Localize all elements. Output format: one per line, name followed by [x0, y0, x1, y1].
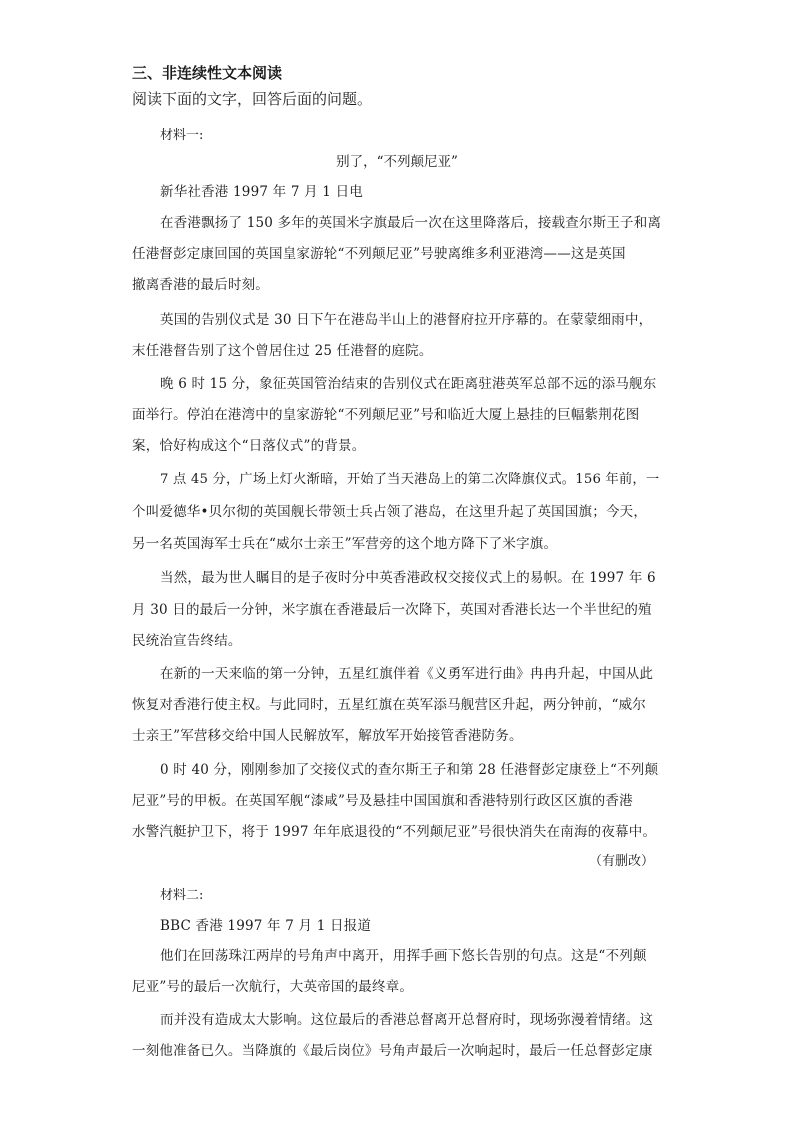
- body-line: 士亲王”军营移交给中国人民解放军，解放军开始接管香港防务。: [132, 728, 523, 744]
- instruction-text: 阅读下面的文字，回答后面的问题。: [132, 90, 373, 108]
- body-line: 案，恰好构成这个“日落仪式”的背景。: [132, 438, 366, 454]
- material1-dateline: 新华社香港 1997 年 7 月 1 日电: [160, 184, 363, 200]
- body-line: 末任港督告别了这个曾居住过 25 任港督的庭院。: [132, 343, 433, 359]
- body-line: 恢复对香港行使主权。与此同时，五星红旗在英军添马舰营区升起，两分钟前，“威尔: [132, 697, 647, 713]
- body-line: 7 点 45 分，广场上灯火渐暗，开始了当天港岛上的第二次降旗仪式。156 年前，一: [160, 472, 660, 487]
- body-line: 尼亚”号的最后一次航行，大英帝国的最终章。: [132, 979, 414, 995]
- material2-label: 材料二:: [160, 888, 204, 903]
- material2-dateline: BBC 香港 1997 年 7 月 1 日报道: [160, 918, 372, 934]
- edit-note: （有删改）: [588, 854, 654, 869]
- body-line: 在新的一天来临的第一分钟，五星红旗伴着《义勇军进行曲》冉冉升起，中国从此: [160, 666, 654, 682]
- body-line: 而并没有造成太大影响。这位最后的香港总督离开总督府时，现场弥漫着情绪。这: [160, 1012, 654, 1028]
- body-line: 尼亚”号的甲板。在英国军舰“漆咸”号及悬挂中国国旗和香港特别行政区区旗的香港: [132, 793, 633, 809]
- body-line: 个叫爱德华•贝尔彻的英国舰长带领士兵占领了港岛，在这里升起了英国国旗；今天，: [132, 504, 648, 520]
- body-line: 0 时 40 分，刚刚参加了交接仪式的查尔斯王子和第 28 任港督彭定康登上“不列颠: [160, 762, 659, 778]
- body-line: 民统治宣告终结。: [132, 633, 242, 649]
- body-line: 当然，最为世人瞩目的是子夜时分中英香港政权交接仪式上的易帜。在 1997 年 6: [160, 570, 656, 586]
- body-line: 英国的告别仪式是 30 日下午在港岛半山上的港督府拉开序幕的。在蒙蒙细雨中，: [160, 312, 653, 328]
- body-line: 在香港飘扬了 150 多年的英国米字旗最后一次在这里降落后，接载查尔斯王子和离: [160, 215, 662, 231]
- body-line: 晚 6 时 15 分，象征英国管治结束的告别仪式在距离驻港英军总部不远的添马舰东: [160, 376, 657, 392]
- material1-label: 材料一:: [160, 128, 204, 143]
- body-line: 一刻他准备已久。当降旗的《最后岗位》号角声最后一次响起时，最后一任总督彭定康: [132, 1043, 653, 1059]
- body-line: 撤离香港的最后时刻。: [132, 277, 269, 293]
- body-line: 任港督彭定康回国的英国皇家游轮“不列颠尼亚”号驶离维多利亚港湾——这是英国: [132, 246, 626, 262]
- article-title: 别了，“不列颠尼亚”: [336, 154, 458, 170]
- body-line: 月 30 日的最后一分钟，米字旗在香港最后一次降下，英国对香港长达一个半世纪的殖: [132, 602, 652, 618]
- body-line: 他们在回荡珠江两岸的号角声中离开，用挥手画下悠长告别的句点。这是“不列颠: [160, 948, 647, 964]
- body-line: 面举行。停泊在港湾中的皇家游轮“不列颠尼亚”号和临近大厦上悬挂的巨幅紫荆花图: [132, 407, 640, 423]
- body-line: 另一名英国海军士兵在“威尔士亲王”军营旁的这个地方降下了米字旗。: [132, 536, 558, 552]
- body-line: 水警汽艇护卫下，将于 1997 年年底退役的“不列颠尼亚”号很快消失在南海的夜幕中。: [132, 824, 657, 840]
- section-title: 三、非连续性文本阅读: [132, 64, 283, 82]
